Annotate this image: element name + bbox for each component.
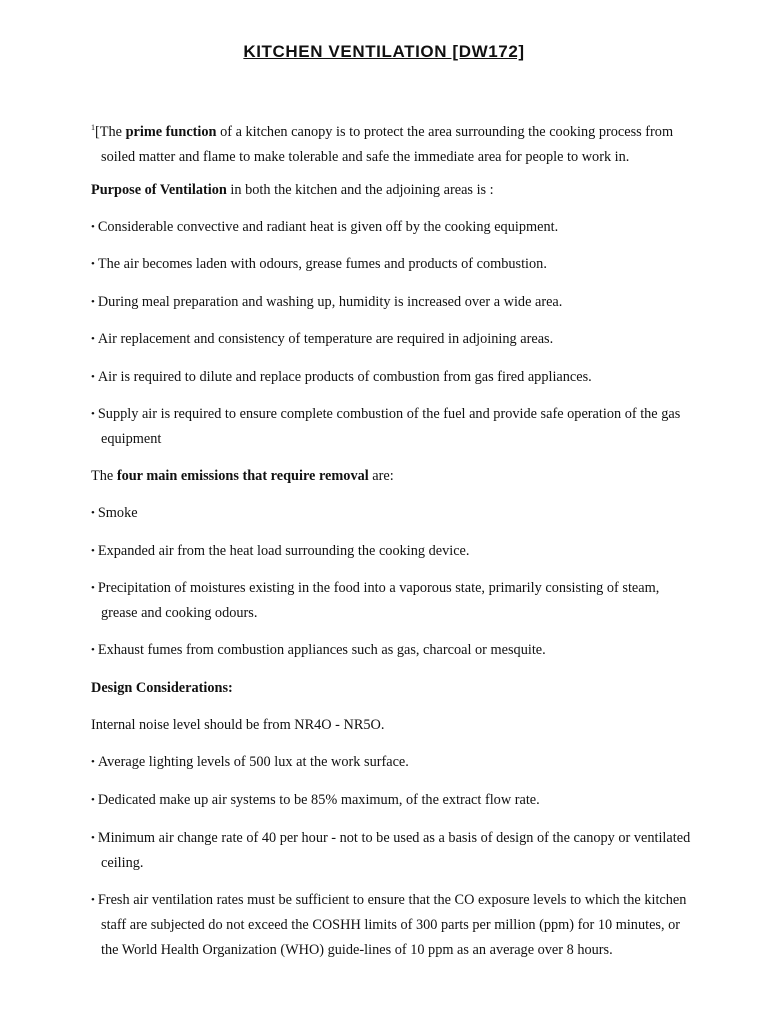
bullet-icon: •: [91, 221, 95, 233]
bullet-icon: •: [91, 794, 95, 806]
footnote-mark: 1: [91, 123, 95, 132]
list-item: • Minimum air change rate of 40 per hour - not to be used as a basis of design of the canopy or ventilated ceiling.: [91, 830, 691, 871]
list-item: • Supply air is required to ensure complete combustion of the fuel and provide safe operation of the gas equipment: [91, 406, 681, 447]
bullet-icon: •: [91, 296, 95, 308]
list-item: • Average lighting levels of 500 lux at the work surface.: [91, 754, 409, 770]
list-item: • Exhaust fumes from combustion appliances such as gas, charcoal or mesquite.: [91, 642, 546, 658]
list-item: • Dedicated make up air systems to be 85% maximum, of the extract flow rate.: [91, 792, 540, 808]
bullet-icon: •: [91, 644, 95, 656]
purpose-heading: Purpose of Ventilation: [91, 182, 227, 198]
list-item: • The air becomes laden with odours, grease fumes and products of combustion.: [91, 256, 547, 272]
prime-function-emphasis: prime function: [125, 124, 217, 140]
list-item: • During meal preparation and washing up, humidity is increased over a wide area.: [91, 294, 563, 310]
list-item: • Fresh air ventilation rates must be sufficient to ensure that the CO exposure levels to which the kitchen staff are subjected do not exceed the COSHH limits of 300 parts per million (ppm) for 10 minutes, or the World Health Organization (WHO) guide-lines of 10 ppm as an average over 8 hours.: [91, 892, 687, 958]
bullet-icon: •: [91, 408, 95, 420]
list-item: • Smoke: [91, 505, 138, 521]
list-item: • Air replacement and consistency of temperature are required in adjoining areas.: [91, 331, 554, 347]
bullet-icon: •: [91, 333, 95, 345]
list-item: • Expanded air from the heat load surrounding the cooking device.: [91, 543, 470, 559]
emissions-line: The four main emissions that require removal are:: [91, 468, 394, 484]
emissions-heading: four main emissions that require removal: [116, 468, 369, 484]
intro-paragraph: $^1$[The prime function of a kitchen canopy is to protect the area surrounding the cooking process from soiled matter and flame to make tolerable and safe the immediate area for people to work in.: [91, 123, 674, 165]
bullet-icon: •: [91, 894, 95, 906]
bullet-icon: •: [91, 507, 95, 519]
list-item: • Air is required to dilute and replace products of combustion from gas fired appliances.: [91, 369, 592, 385]
bullet-icon: •: [91, 258, 95, 270]
document-title: KITCHEN VENTILATION [DW172]: [243, 42, 525, 61]
bullet-icon: •: [91, 582, 95, 594]
design-heading: Design Considerations:: [91, 680, 233, 696]
list-item: • Considerable convective and radiant heat is given off by the cooking equipment.: [91, 219, 559, 235]
bullet-icon: •: [91, 545, 95, 557]
bullet-icon: •: [91, 371, 95, 383]
purpose-line: Purpose of Ventilation in both the kitchen and the adjoining areas is :: [91, 182, 494, 198]
bullet-icon: •: [91, 832, 95, 844]
bullet-icon: •: [91, 756, 95, 768]
list-item: • Precipitation of moistures existing in the food into a vaporous state, primarily consisting of steam, grease and cooking odours.: [91, 580, 660, 621]
noise-line: Internal noise level should be from NR4O - NR5O.: [91, 717, 385, 733]
